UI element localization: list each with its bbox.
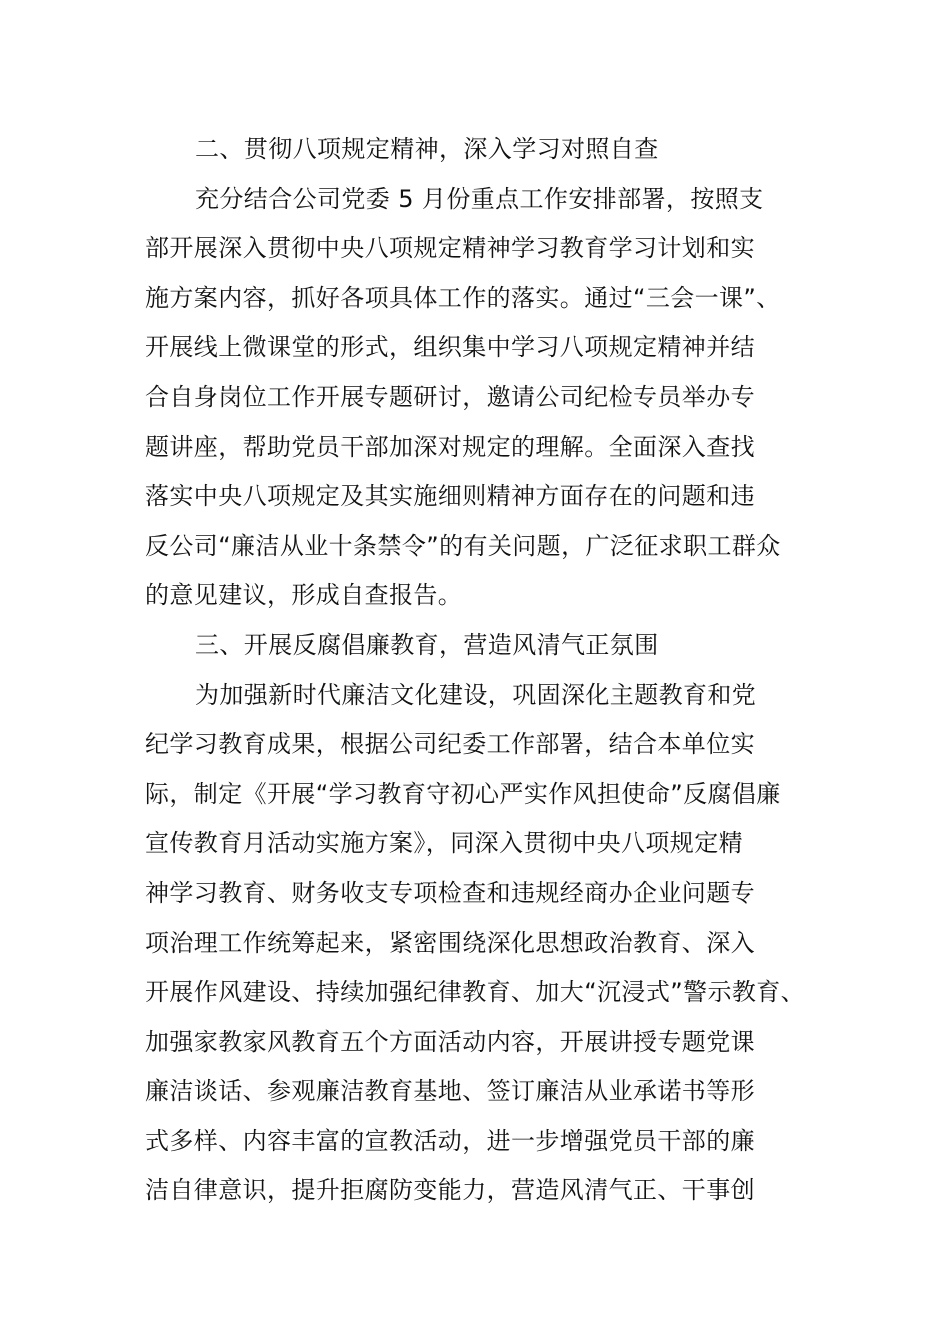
text-line: 项治理工作统筹起来，紧密围绕深化思想政治教育、深入 (145, 928, 755, 957)
document-body (145, 125, 835, 1216)
text-line: 题讲座，帮助党员干部加深对规定的理解。全面深入查找 (145, 432, 755, 461)
text-line: 施方案内容，抓好各项具体工作的落实。通过“三会一课”、 (145, 283, 781, 312)
text-line: 的意见建议，形成自查报告。 (145, 581, 463, 610)
text-line: 开展线上微课堂的形式，组织集中学习八项规定精神并结 (145, 333, 755, 362)
text-line: 二、贯彻八项规定精神，深入学习对照自查 (195, 135, 659, 163)
text-line: 宣传教育月活动实施方案》，同深入贯彻中央八项规定精 (145, 829, 743, 858)
text-line: 纪学习教育成果，根据公司纪委工作部署，结合本单位实 (145, 730, 755, 759)
text-line: 三、开展反腐倡廉教育，营造风清气正氛围 (195, 630, 659, 659)
text-line: 加强家教家风教育五个方面活动内容，开展讲授专题党课 (145, 1027, 755, 1056)
text-line: 洁自律意识，提升拒腐防变能力，营造风清气正、干事创 (145, 1176, 755, 1205)
text-line: 际，制定《开展“学习教育守初心严实作风担使命”反腐倡廉 (145, 779, 781, 808)
text-line: 式多样、内容丰富的宣教活动，进一步增强党员干部的廉 (145, 1126, 755, 1155)
text-line: 开展作风建设、持续加强纪律教育、加大“沉浸式”警示教育、 (145, 978, 806, 1007)
text-line: 反公司“廉洁从业十条禁令”的有关问题，广泛征求职工群众 (145, 531, 781, 560)
text-line: 合自身岗位工作开展专题研讨，邀请公司纪检专员举办专 (145, 382, 755, 411)
text-line: 部开展深入贯彻中央八项规定精神学习教育学习计划和实 (145, 234, 755, 263)
text-line: 充分结合公司党委 5 月份重点工作安排部署，按照支 (195, 184, 764, 213)
text-line: 廉洁谈话、参观廉洁教育基地、签订廉洁从业承诺书等形 (145, 1077, 755, 1106)
text-line: 神学习教育、财务收支专项检查和违规经商办企业问题专 (145, 878, 755, 907)
text-line: 落实中央八项规定及其实施细则精神方面存在的问题和违 (145, 482, 755, 511)
text-line: 为加强新时代廉洁文化建设，巩固深化主题教育和党 (195, 680, 757, 709)
